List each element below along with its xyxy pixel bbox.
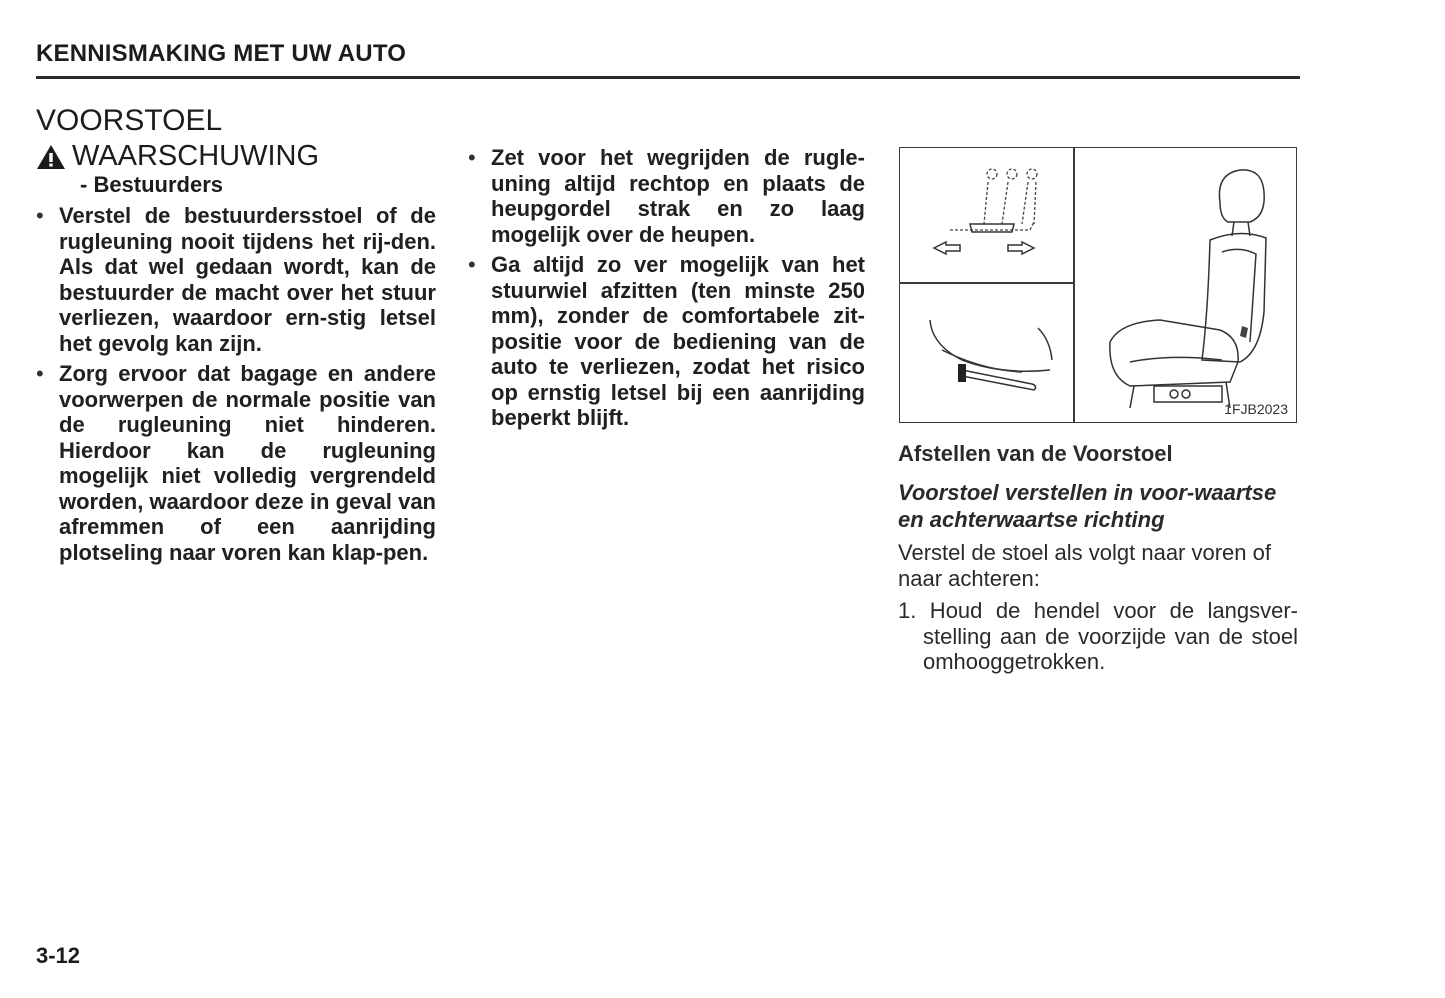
front-seat-illustration-icon bbox=[1090, 162, 1286, 412]
italic-heading: Voorstoel verstellen in voor-waartse en achterwaartse richting bbox=[898, 480, 1277, 532]
warning-triangle-icon bbox=[36, 144, 66, 170]
figure-code: 1FJB2023 bbox=[1224, 401, 1288, 417]
figure-divider bbox=[900, 282, 1074, 284]
list-item: • Zorg ervoor dat bagage en andere voorwerpen de normale positie van de rugleuning niet hinderen. Hierdoor kan de rugleuning mogelijk niet volledig vergrendeld worden, waardoor deze in geval van afremmen of een aanrijding plotseling naar voren kan klap-pen. bbox=[36, 361, 436, 565]
body-paragraph: Verstel de stoel als volgt naar voren of naar achteren: bbox=[898, 540, 1271, 591]
seat-slide-diagram-icon bbox=[930, 162, 1050, 262]
seat-adjustment-figure bbox=[899, 147, 1297, 423]
section-title: VOORSTOEL bbox=[36, 104, 223, 137]
running-header: KENNISMAKING MET UW AUTO bbox=[36, 40, 407, 67]
warning-heading bbox=[36, 140, 319, 173]
header-rule bbox=[36, 76, 1300, 79]
page-number: 3-12 bbox=[36, 943, 81, 968]
list-item: • Verstel de bestuurdersstoel of de rugleuning nooit tijdens het rij-den. Als dat wel gedaan wordt, kan de bestuurder de macht over het stuur verliezen, waardoor ern-stig letsel het gevolg kan zijn. bbox=[36, 203, 436, 356]
figure-divider bbox=[1073, 148, 1075, 422]
warning-title: WAARSCHUWING bbox=[72, 140, 320, 172]
step-item: 1. Houd de hendel voor de langsver-stelling aan de voorzijde van de stoel omhooggetrokken. bbox=[898, 598, 1298, 674]
seat-lever-detail-icon bbox=[922, 300, 1062, 400]
list-item: • Zet voor het wegrijden de rugle-uning altijd rechtop en plaats de heupgordel strak en zo laag mogelijk over de heupen. bbox=[468, 145, 865, 247]
column-1-bullets bbox=[36, 203, 436, 570]
subheading: Afstellen van de Voorstoel bbox=[898, 441, 1173, 466]
column-2-bullets bbox=[468, 145, 865, 436]
list-item: • Ga altijd zo ver mogelijk van het stuurwiel afzitten (ten minste 250 mm), zonder de comfortabele zit-positie voor de bediening van de auto te verliezen, zodat het risico op ernstig letsel bij een aanrijding beperkt blijft. bbox=[468, 252, 865, 431]
warning-subtitle: - Bestuurders bbox=[80, 172, 224, 197]
